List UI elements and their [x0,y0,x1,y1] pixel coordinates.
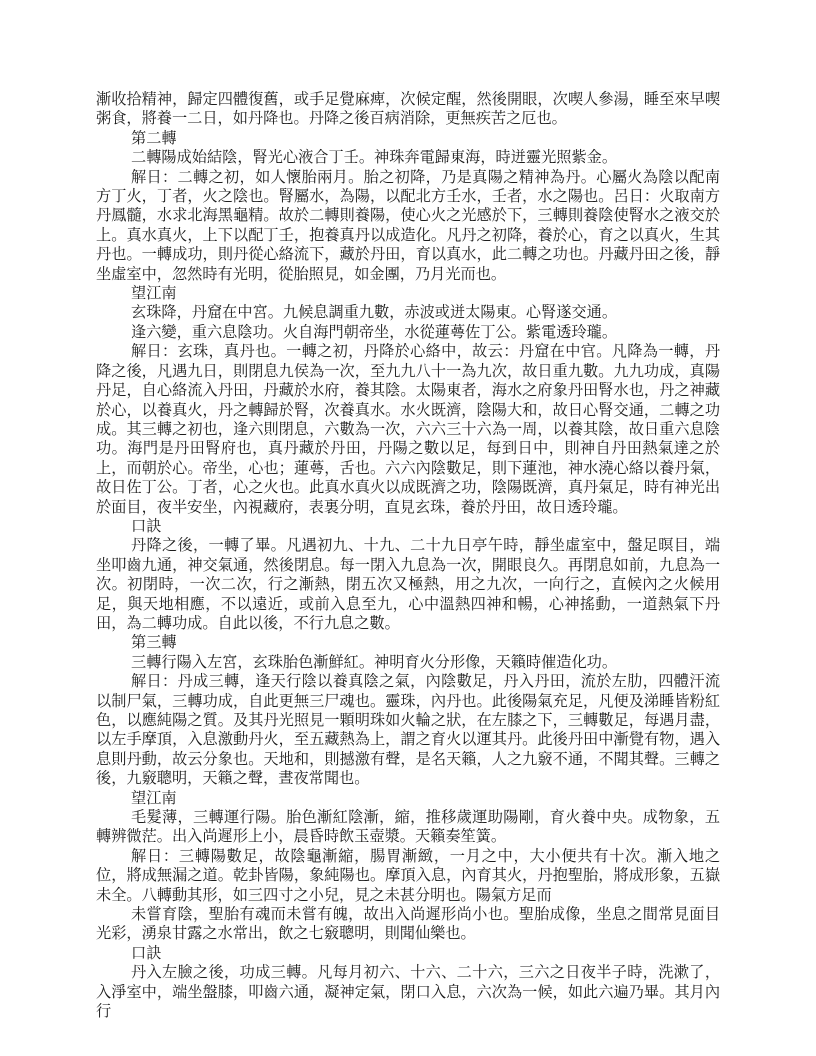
paragraph: 丹入左臉之後，功成三轉。凡每月初六、十六、二十六，三六之日夜半子時，洗漱了，入淨室中，端坐盤膝，叩齒六通，凝神定氣，閉口入息，六次為一候，如此六遍乃畢。其月內行 [96,964,720,1021]
paragraph: 漸收拾精神，歸定四體復舊，或手足覺麻痺，次候定醒，然後開眼，次喫人參湯，睡至來早喫粥食，將養一二日，如丹降也。丹降之後百病消除，更無疾苦之厄也。 [96,91,720,128]
verse-line: 逢六變，重六息陰功。火自海門朝帝坐，水從蓮蕚佐丁公。紫電透玲瓏。 [131,323,617,341]
section-heading: 口訣 [131,944,162,962]
verse-line: 玄珠降，丹窟在中宮。九候息調重九數，赤波或迸太陽東。心腎遂交通。 [131,304,617,322]
verse-line: 毛髮薄，三轉運行陽。胎色漸紅陰漸，縮，推移歲運助陽剛，育火養中央。成物象，五轉辨微茫。出入尚遲形上小，晨昏時飲玉壺漿。天籟奏笙簧。 [96,809,720,846]
verse-line: 二轉陽成始結陰，腎光心液合丁壬。神珠奔電歸東海，時迸靈光照紫金。 [131,149,617,167]
paragraph: 解日：二轉之初，如人懷胎兩月。胎之初降，乃是真陽之精神為丹。心屬火為陰以配南方丁火，丁者，火之陰也。腎屬水，為陽，以配北方壬水，壬者，水之陽也。呂日：火取南方丹鳳髓，水求北海黑龜精。故於二轉則養陽，使心火之光感於下，三轉則養陰使腎水之液交於上。真水真火，上下以配丁壬，抱養真丹以成造化。凡丹之初降，養於心，育之以真火，生其丹也。一轉成功，則丹從心絡流下，藏於丹田，育以真水，此二轉之功也。丹藏丹田之後，靜坐虛室中，忽然時有光明，從胎照見，如金團，乃月光而也。 [96,168,720,283]
section-heading: 第三轉 [131,634,177,652]
section-heading: 口訣 [131,517,162,535]
paragraph: 未嘗育陰，聖胎有魂而未嘗有魄，故出入尚遲形尚小也。聖胎成像，坐息之間常見面目光彩，湧泉甘露之水常出，飲之七竅聰明，則聞仙樂也。 [96,906,720,943]
paragraph: 解日：玄珠，真丹也。一轉之初，丹降於心絡中，故云：丹窟在中官。凡降為一轉，丹降之後，凡遇九日，則閉息九侯為一次，至九九八十一為九次，故日重九數。九九功成，真陽丹足，自心絡流入丹田，丹藏於水府，養其陰。太陽東者，海水之府象丹田腎水也，丹之神藏於心，以養真火，丹之轉歸於腎，次養真水。水火既濟，陰陽大和，故日心腎交通，二轉之功成。其三轉之初也，逢六則閉息，六數為一次，六六三十六為一周，以養其陰，故日重六息陰功。海門是丹田腎府也，真丹藏於丹田，丹陽之數以足，每到日中，則神自丹田熱氣達之於上，而朝於心。帝坐，心也；蓮蕚，舌也。六六內陰數足，則下蓮池，神水澆心絡以養丹氣，故日佐丁公。丁者，心之火也。此真水真火以成既濟之功，陰陽既濟，真丹氣足，時有神光出於面目，夜半安坐，內視藏府，表裏分明，直見玄珠，養於丹田，故日透玲瓏。 [96,343,720,516]
paragraph: 解日：丹成三轉，逢天行陰以養真陰之氣，內陰數足，丹入丹田，流於左肋，四體汗流以制尸氣，三轉功成，自此更無三尸魂也。靈珠，內丹也。此後陽氣充足，凡便及涕睡皆粉紅色，以應純陽之質。及其丹光照見一顆明珠如火輪之狀，在左膝之下，三轉數足，每遇月盡，以左手摩頂，入息激動丹火，至五藏熱為上，謂之育火以運其丹。此後丹田中漸覺有物，遇入息則丹動，故云分象也。天地和，則撼激有聲，是名天籟，人之九竅不通，不聞其聲。三轉之後，九竅聰明，天籟之聲，晝夜常聞也。 [96,673,720,788]
section-heading: 望江南 [131,285,177,303]
section-heading: 望江南 [131,789,177,807]
paragraph: 丹降之後，一轉了畢。凡遇初九、十九、二十九日亭午時，靜坐虛室中，盤足暝目，端坐叩齒九通，神交氣通，然後閉息。每一閉入九息為一次，開眼良久。再閉息如前，九息為一次。初閉時，一次二次，行之漸熱，閉五次又極熱，用之九次，一向行之，直候內之火候用足，與天地相應，不以遠近，或前入息至九，心中溫熱四神和暢，心神搖動，一道熱氣下丹田，為二轉功成。自此以後，不行九息之數。 [96,537,720,632]
section-heading: 第二轉 [131,129,177,147]
verse-line: 三轉行陽入左宮，玄珠胎色漸鮮紅。神明育火分形像，天籟時催造化功。 [131,653,617,671]
paragraph: 解日：三轉陽數足，故陰龜漸縮，腸胃漸緻，一月之中，大小便共有十次。漸入地之位，將成無漏之道。乾卦皆陽，象純陽也。摩頂入息，內育其火，丹抱聖胎，將成形象，五嶽未全。八轉動其形，如三四寸之小兒，見之未甚分明也。陽氣方足而 [96,847,720,904]
